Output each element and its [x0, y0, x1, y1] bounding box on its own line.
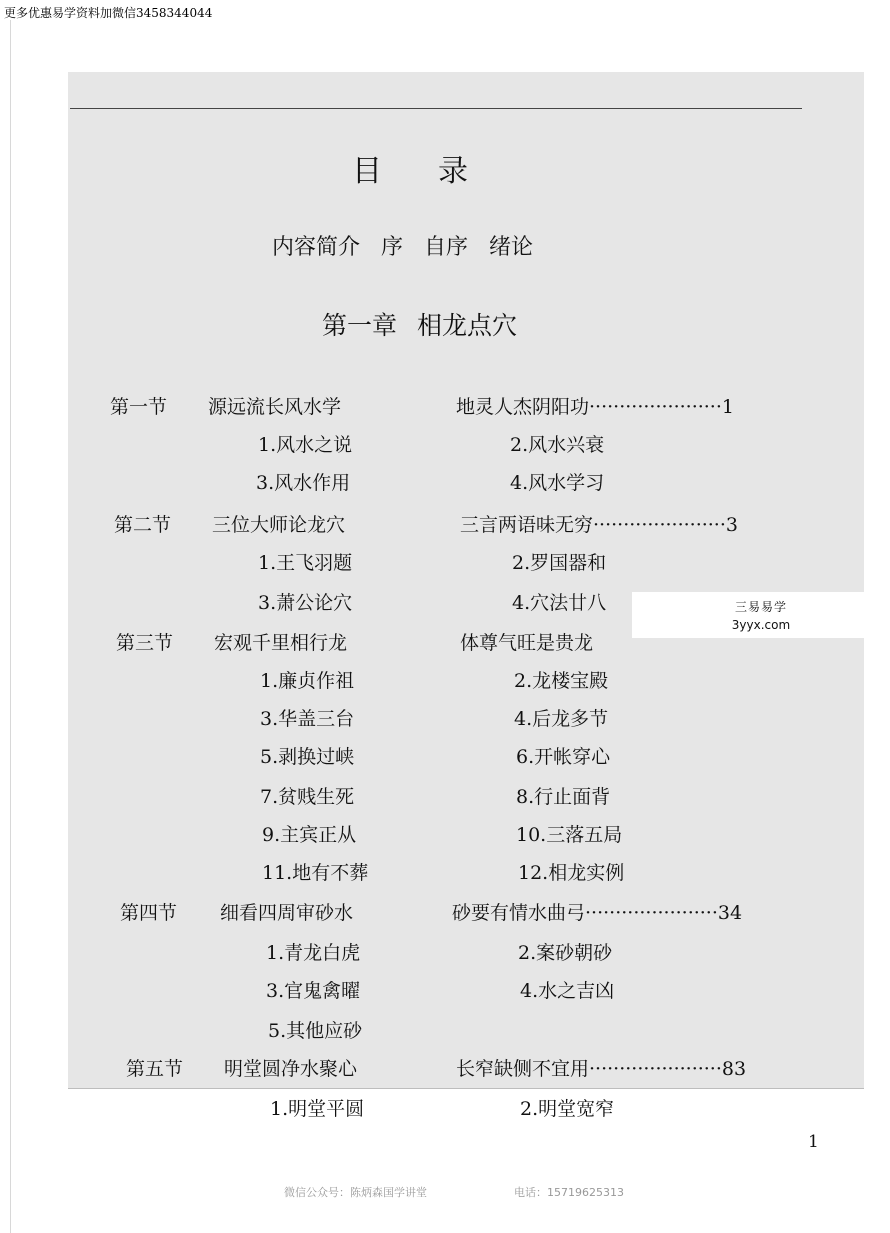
section-name: 宏观千里相行龙 [214, 632, 348, 654]
subsection: 3.萧公论穴 [258, 592, 353, 614]
section-tagline: 地灵人杰阴阳功······················1 [456, 396, 734, 418]
section-label: 第一节 [110, 396, 168, 418]
subsection: 2.明堂宽窄 [520, 1098, 615, 1120]
subsection: 5.其他应砂 [268, 1020, 363, 1042]
subsection: 4.穴法廿八 [512, 592, 607, 614]
section-label: 第五节 [126, 1058, 184, 1080]
subsection: 12.相龙实例 [518, 862, 625, 884]
section-name: 细看四周审砂水 [220, 902, 354, 924]
subsection: 1.王飞羽题 [258, 552, 353, 574]
subsection: 5.剥换过峡 [260, 746, 355, 768]
section-label: 第四节 [120, 902, 178, 924]
subsection: 9.主宾正从 [262, 824, 357, 846]
subsection: 2.罗国器和 [512, 552, 607, 574]
page-edge [10, 20, 11, 1233]
header-note: 更多优惠易学资料加微信3458344044 [4, 6, 213, 20]
site-watermark [632, 592, 890, 638]
subsection: 1.青龙白虎 [266, 942, 361, 964]
scanned-page [68, 72, 864, 1088]
subsection: 3.官鬼禽曜 [266, 980, 361, 1002]
chapter-heading: 第一章 相龙点穴 [322, 311, 517, 340]
page-number: 1 [808, 1132, 819, 1152]
subsection: 2.案砂朝砂 [518, 942, 613, 964]
section-tagline: 三言两语味无穷······················3 [460, 514, 738, 536]
top-rule [70, 108, 802, 109]
subsection: 11.地有不葬 [262, 862, 369, 884]
subsection: 2.龙楼宝殿 [514, 670, 609, 692]
subsection: 7.贫贱生死 [260, 786, 355, 808]
section-tagline: 砂要有情水曲弓······················34 [452, 902, 743, 924]
subsection: 1.廉贞作祖 [260, 670, 355, 692]
intro-line: 内容简介 序 自序 绪论 [272, 235, 533, 260]
section-label: 第二节 [114, 514, 172, 536]
footer-phone: 电话：15719625313 [514, 1186, 624, 1199]
subsection: 8.行止面背 [516, 786, 611, 808]
subsection: 6.开帐穿心 [516, 746, 611, 768]
section-name: 三位大师论龙穴 [212, 514, 346, 536]
section-label: 第三节 [116, 632, 174, 654]
subsection: 4.风水学习 [510, 472, 605, 494]
bottom-rule [68, 1088, 864, 1089]
watermark-line1: 三易易学 [734, 600, 787, 614]
subsection: 1.风水之说 [258, 434, 353, 456]
subsection: 10.三落五局 [516, 824, 623, 846]
subsection: 2.风水兴衰 [510, 434, 605, 456]
section-name: 源远流长风水学 [208, 396, 342, 418]
subsection: 3.华盖三台 [260, 708, 355, 730]
toc-title: 目录 [352, 154, 524, 189]
watermark-line2: 3yyx.com [731, 618, 791, 632]
section-tagline: 体尊气旺是贵龙 [460, 632, 594, 654]
subsection: 1.明堂平圆 [270, 1098, 365, 1120]
subsection: 3.风水作用 [256, 472, 351, 494]
subsection: 4.后龙多节 [514, 708, 609, 730]
subsection: 4.水之吉凶 [520, 980, 615, 1002]
section-tagline: 长窄缺侧不宜用······················83 [456, 1058, 747, 1080]
footer-wechat: 微信公众号：陈炳森国学讲堂 [284, 1186, 427, 1199]
section-name: 明堂圆净水聚心 [224, 1058, 358, 1080]
